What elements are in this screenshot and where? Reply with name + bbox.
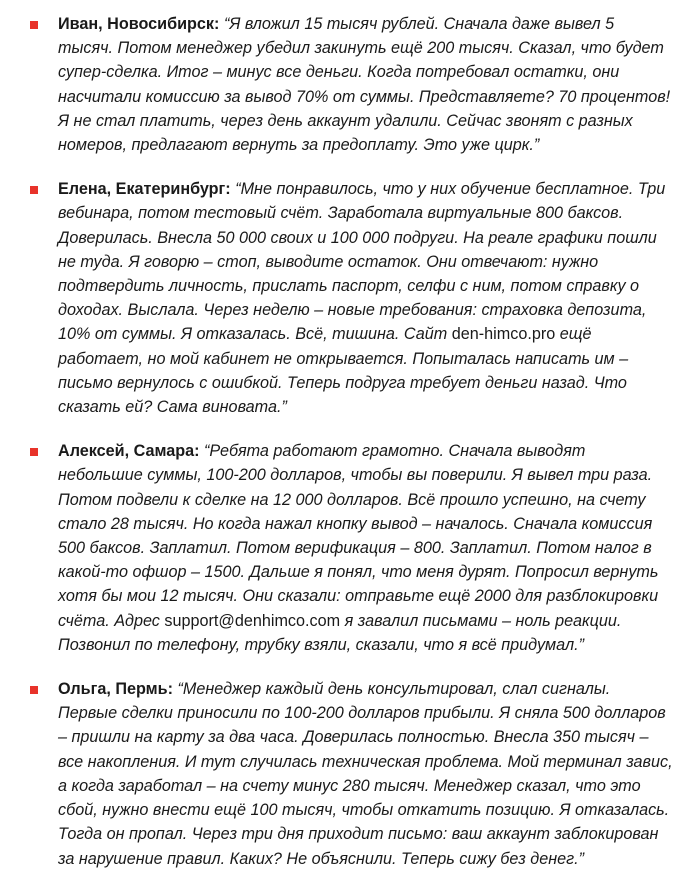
square-bullet-icon — [30, 21, 38, 29]
review-author: Алексей, Самара: — [58, 442, 200, 461]
review-quote-start: “Ребята работают грамотно. Сначала выводят небольшие суммы, 100-200 долларов, чтобы вы поверили. Я вывел три раза. Потом подвели к сделке на 12 000 долларов. Всё прошло успешно, на счету стало 28 тысяч. Но когда нажал кнопку вывод – началось. Сначала комиссия 500 баксов. Заплатил. Потом верификация – 800. Заплатил. Потом налог в какой-то офшор – 1500. Дальше я понял, что меня дурят. Попросил вернуть хотя бы мои 12 тысяч. Они сказали: отправьте ещё 2000 для разблокировки счёта. Адрес — [58, 442, 659, 630]
review-quote: “Я вложил 15 тысяч рублей. Сначала даже вывел 5 тысяч. Потом менеджер убедил закинуть ещё 200 тысяч. Сказал, что будет супер-сделка. Итог – минус все деньги. Когда потребовал остатки, они насчитали комиссию за вывод 70% от суммы. Представляете? 70 процентов! Я не стал платить, через день аккаунт удалили. Сейчас звонят с разных номеров, предлагают вернуть за предоплату. Это уже цирк.” — [58, 15, 671, 155]
review-author: Ольга, Пермь: — [58, 680, 173, 699]
square-bullet-icon — [30, 186, 38, 194]
square-bullet-icon — [30, 448, 38, 456]
review-quote-end: я завалил письмами – ноль реакции. Позвонил по телефону, трубку взяли, сказали, что я всё придумал.” — [58, 611, 622, 654]
review-author: Елена, Екатеринбург: — [58, 180, 231, 199]
review-item — [30, 177, 673, 419]
website-address: den-himco.pro — [451, 325, 556, 344]
review-quote-end: ещё работает, но мой кабинет не открывается. Попыталась написать им – письмо вернулось с ошибкой. Теперь подруга требует деньги назад. Что сказать ей? Сама виновата.” — [58, 325, 629, 417]
square-bullet-icon — [30, 686, 38, 694]
review-quote-start: “Мне понравилось, что у них обучение бесплатное. Три вебинара, потом тестовый счёт. Заработала виртуальные 800 баксов. Доверилась. Внесла 50 000 своих и 100 000 подруги. На реале графики пошли не туда. Я говорю – стоп, выводите остаток. Они отвечают: нужно подтвердить личность, прислать паспорт, селфи с ним, потом справку о доходах. Выслала. Через неделю – новые требования: страховка депозита, 10% от суммы. Я отказалась. Всё, тишина. Сайт — [58, 180, 666, 344]
email-address: support@denhimco.com — [164, 611, 341, 630]
review-item — [30, 12, 673, 157]
review-author: Иван, Новосибирск: — [58, 15, 220, 33]
review-item — [30, 439, 673, 657]
review-item — [30, 677, 673, 871]
review-quote: “Менеджер каждый день консультировал, слал сигналы. Первые сделки приносили по 100-200 долларов прибыли. Я сняла 500 долларов – пришли на карту за два часа. Доверилась полностью. Внесла 350 тысяч – все накопления. И тут случилась техническая проблема. Мой терминал завис, а когда заработал – на счету минус 280 тысяч. Менеджер сказал, что это сбой, нужно внести ещё 100 тысяч, чтобы откатить позицию. Я отказалась. Тогда он пропал. Через три дня приходит письмо: ваш аккаунт заблокирован за нарушение правил. Каких? Не объяснили. Теперь сижу без денег.” — [58, 680, 673, 868]
